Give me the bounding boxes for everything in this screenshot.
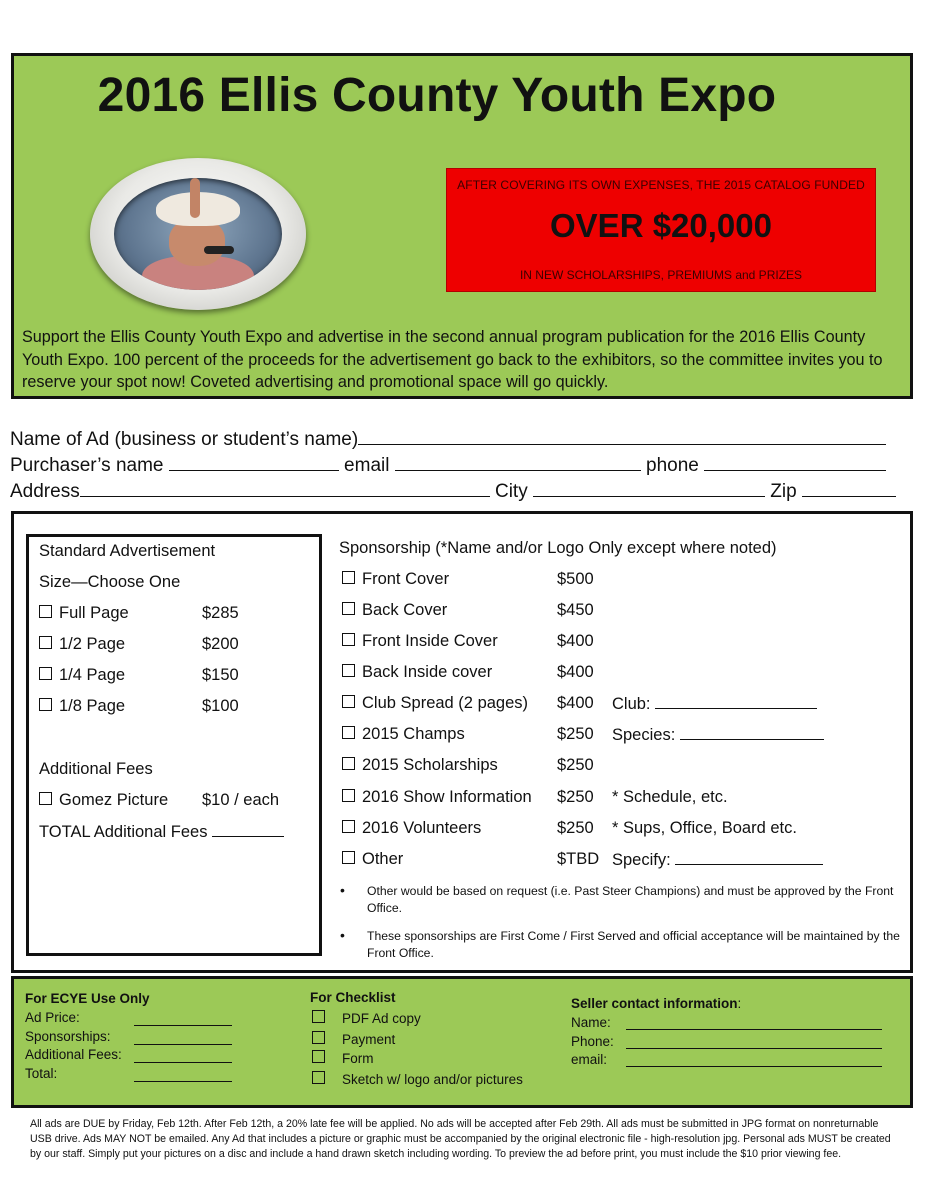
microphone-icon (204, 246, 234, 254)
office-use-title: For ECYE Use Only (25, 991, 150, 1006)
total-fees-label: TOTAL Additional Fees (39, 823, 208, 841)
sponsorship-price: $450 (557, 601, 594, 619)
phone-label: phone (646, 455, 699, 476)
seller-email-label: email: (571, 1052, 608, 1067)
checklist-item[interactable]: Sketch w/ logo and/or pictures (312, 1071, 523, 1087)
office-use-box (11, 976, 913, 1108)
sponsorship-option[interactable]: 2016 Show Information (342, 788, 532, 807)
checkbox[interactable] (342, 851, 355, 864)
checkbox[interactable] (312, 1050, 325, 1063)
seller-phone-field[interactable] (626, 1048, 882, 1049)
photo (114, 178, 282, 290)
additional-fees-title: Additional Fees (39, 760, 153, 778)
club-label: Club: (612, 695, 651, 713)
specify-label: Specify: (612, 851, 671, 869)
sponsorship-price: $250 (557, 756, 594, 774)
checkbox[interactable] (312, 1071, 325, 1084)
checkbox[interactable] (312, 1031, 325, 1044)
sponsorships-field[interactable] (134, 1044, 232, 1045)
sponsorship-option[interactable]: 2015 Scholarships (342, 756, 498, 775)
checkbox[interactable] (342, 633, 355, 646)
funding-banner-bottom: IN NEW SCHOLARSHIPS, PREMIUMS and PRIZES (519, 268, 803, 282)
seller-email-field[interactable] (626, 1066, 882, 1067)
sponsorship-note-2: These sponsorships are First Come / First Served and official acceptance will be maintained by the Front Office. (367, 929, 900, 960)
size-price: $100 (202, 697, 239, 715)
sponsorship-note: * Sups, Office, Board etc. (612, 819, 797, 837)
checklist-item[interactable]: Payment (312, 1031, 395, 1047)
species-field[interactable] (680, 725, 824, 740)
additional-fees-label: Additional Fees: (25, 1047, 122, 1062)
sponsorship-option[interactable]: Back Inside cover (342, 663, 492, 682)
checkbox[interactable] (342, 571, 355, 584)
species-line (612, 725, 824, 745)
purchaser-label: Purchaser’s name (10, 455, 164, 476)
ad-name-label: Name of Ad (business or student’s name) (10, 429, 359, 450)
additional-fees-field[interactable] (134, 1062, 232, 1063)
checkbox[interactable] (39, 698, 52, 711)
advertising-options-box (11, 511, 913, 973)
photo-frame (90, 158, 306, 310)
total-fees-line (39, 822, 284, 842)
size-option[interactable]: Full Page (39, 604, 129, 623)
pointing-finger-icon (190, 178, 200, 218)
sponsorship-option[interactable]: Back Cover (342, 601, 447, 620)
sponsorship-option[interactable]: 2016 Volunteers (342, 819, 481, 838)
city-label: City (494, 481, 528, 502)
bullet-icon: • (340, 882, 345, 898)
city-field[interactable] (533, 479, 765, 497)
sponsorship-price: $TBD (557, 850, 600, 868)
size-label: Size—Choose One (39, 573, 181, 591)
total-field[interactable] (134, 1081, 232, 1082)
total-fees-field[interactable] (212, 822, 284, 837)
checkbox[interactable] (312, 1010, 325, 1023)
sponsorship-price: $400 (557, 663, 594, 681)
sponsorship-price: $250 (557, 725, 594, 743)
sponsorship-option[interactable]: Other (342, 850, 403, 869)
gomez-option[interactable]: Gomez Picture (39, 791, 168, 810)
checkbox[interactable] (39, 636, 52, 649)
checkbox[interactable] (342, 602, 355, 615)
address-label: Address (10, 481, 80, 502)
address-line (10, 479, 896, 503)
phone-field[interactable] (704, 453, 886, 471)
ad-price-field[interactable] (134, 1025, 232, 1026)
size-price: $200 (202, 635, 239, 653)
standard-ad-box (26, 534, 322, 956)
checklist-item[interactable]: PDF Ad copy (312, 1010, 421, 1026)
sponsorship-option[interactable]: Front Inside Cover (342, 632, 498, 651)
size-option[interactable]: 1/2 Page (39, 635, 125, 654)
sponsorship-title: Sponsorship (*Name and/or Logo Only except where noted) (339, 539, 777, 557)
funding-amount: OVER $20,000 (550, 207, 772, 244)
club-field[interactable] (655, 694, 817, 709)
checkbox[interactable] (342, 789, 355, 802)
bullet-icon: • (340, 927, 345, 943)
zip-field[interactable] (802, 479, 896, 497)
ad-name-field[interactable] (358, 427, 886, 445)
sponsorship-price: $500 (557, 570, 594, 588)
specify-field[interactable] (675, 850, 823, 865)
size-option[interactable]: 1/8 Page (39, 697, 125, 716)
checkbox[interactable] (342, 820, 355, 833)
page-title: 2016 Ellis County Youth Expo (97, 69, 777, 122)
seller-name-label: Name: (571, 1015, 611, 1030)
seller-name-field[interactable] (626, 1029, 882, 1030)
purchaser-field[interactable] (169, 453, 339, 471)
sponsorship-note-1: Other would be based on request (i.e. Past Steer Champions) and must be approved by the Front Office. (367, 884, 894, 915)
header-panel (11, 53, 913, 399)
sponsorship-price: $250 (557, 819, 594, 837)
club-line (612, 694, 817, 714)
sponsorships-label: Sponsorships: (25, 1029, 111, 1044)
zip-label: Zip (770, 481, 797, 502)
checkbox[interactable] (39, 667, 52, 680)
sponsorship-note: * Schedule, etc. (612, 788, 728, 806)
specify-line (612, 850, 823, 870)
size-price: $285 (202, 604, 239, 622)
checkbox[interactable] (342, 757, 355, 770)
funding-banner-top: AFTER COVERING ITS OWN EXPENSES, THE 2015 CATALOG FUNDED (457, 178, 865, 192)
checkbox[interactable] (39, 792, 52, 805)
ad-price-label: Ad Price: (25, 1010, 80, 1025)
funding-banner (446, 168, 876, 292)
ad-name-line (10, 427, 886, 451)
checklist-title: For Checklist (310, 990, 396, 1005)
intro-paragraph: Support the Ellis County Youth Expo and advertise in the second annual program publication for the 2016 Ellis County Youth Expo. 100 percent of the proceeds for the advertisement go back to the exhibitors, so the committee invites you to reserve your spot now! Coveted advertising and promotional space will go quickly. (22, 328, 883, 391)
sponsorship-option[interactable]: Club Spread (2 pages) (342, 694, 528, 713)
sponsorship-price: $400 (557, 632, 594, 650)
checkbox[interactable] (342, 726, 355, 739)
checkbox[interactable] (342, 664, 355, 677)
purchaser-line (10, 453, 886, 477)
total-label: Total: (25, 1066, 58, 1081)
sponsorship-option[interactable]: Front Cover (342, 570, 449, 589)
email-label: email (344, 455, 390, 476)
checkbox[interactable] (39, 605, 52, 618)
sponsorship-price: $250 (557, 788, 594, 806)
sponsorship-option[interactable]: 2015 Champs (342, 725, 465, 744)
footer-terms: All ads are DUE by Friday, Feb 12th. After Feb 12th, a 20% late fee will be applied. No ads will be accepted after Feb 29th. All ads must be submitted in JPG format on nonreturnable USB drive. Ads MAY NOT be emailed. Any Ad that includes a picture or graphic must be accompanied by the original electronic file - high-resolution jpg. Personal ads MUST be created by our staff. Simply put your pictures on a disc and include a hand drawn sketch including wording. To preview the ad before print, you must include the $10 prior viewing fee. (30, 1118, 891, 1160)
checkbox[interactable] (342, 695, 355, 708)
species-label: Species: (612, 726, 676, 744)
gomez-price: $10 / each (202, 791, 280, 809)
size-price: $150 (202, 666, 239, 684)
seller-phone-label: Phone: (571, 1034, 614, 1049)
email-field[interactable] (395, 453, 641, 471)
size-option[interactable]: 1/4 Page (39, 666, 125, 685)
address-field[interactable] (80, 479, 490, 497)
sponsorship-price: $400 (557, 694, 594, 712)
standard-title: Standard Advertisement (39, 542, 216, 560)
checklist-item[interactable]: Form (312, 1050, 374, 1066)
seller-title: Seller contact information: (571, 996, 742, 1011)
